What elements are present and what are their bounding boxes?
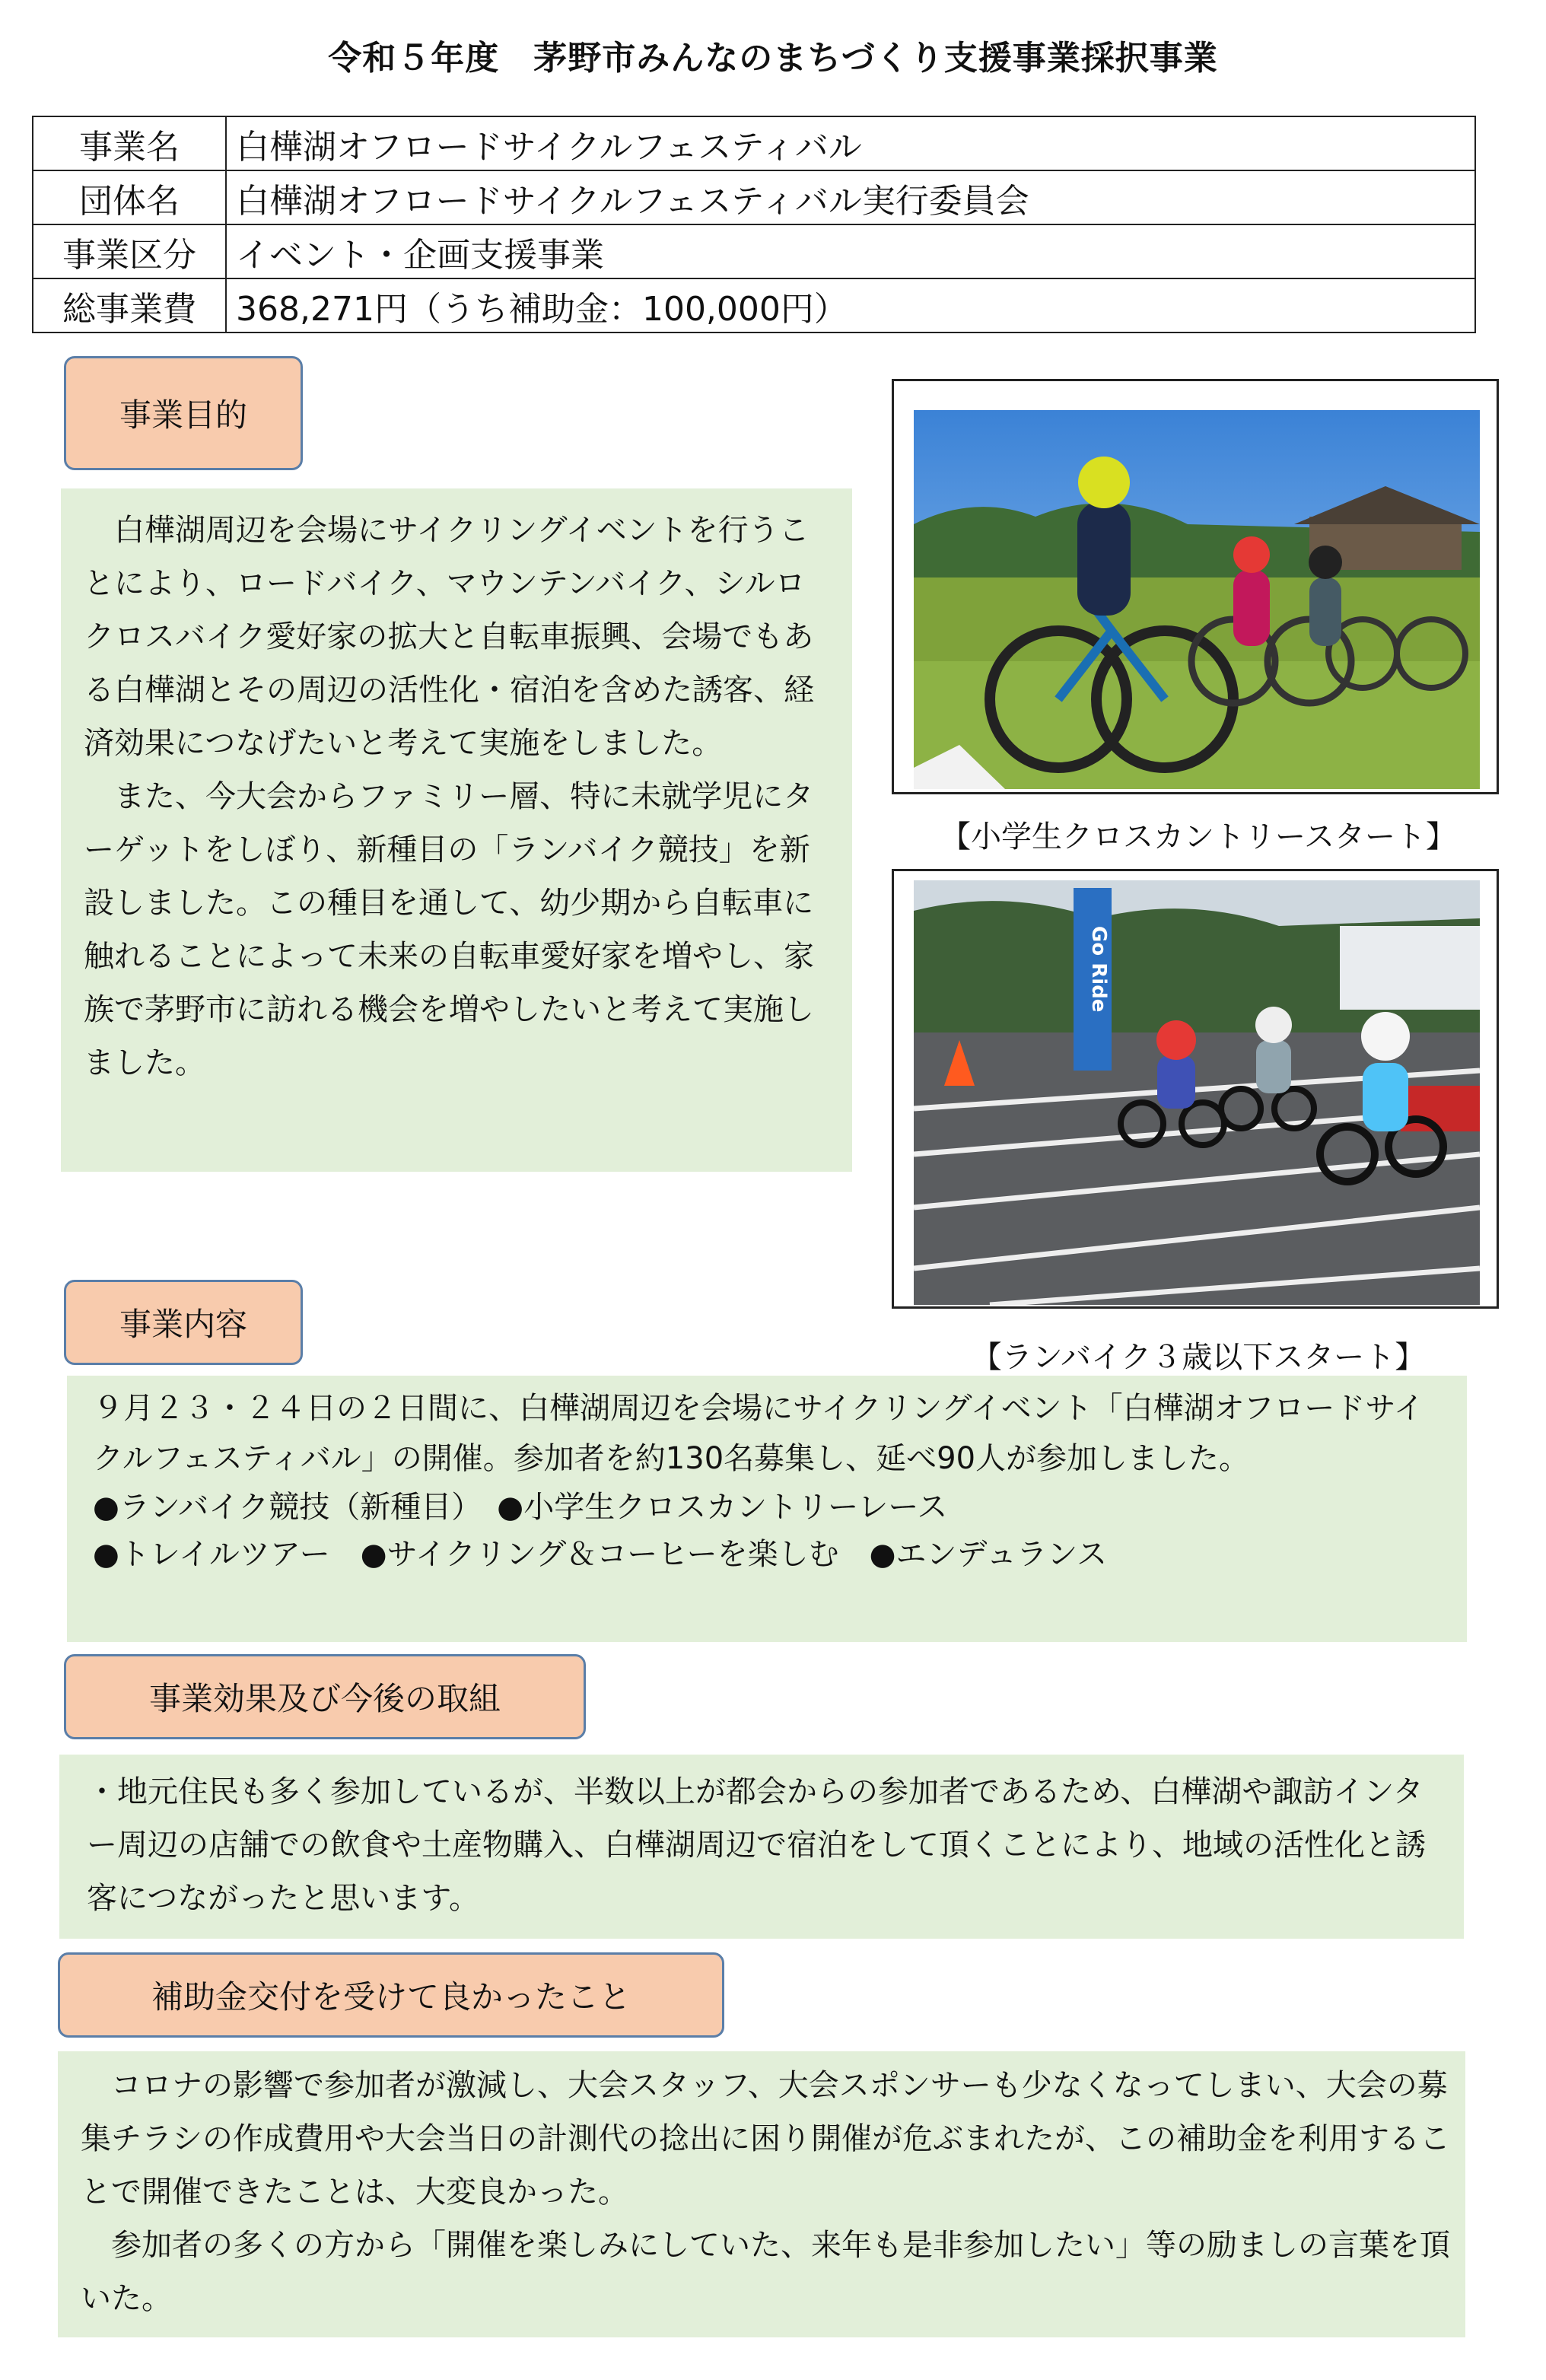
table-value: 白樺湖オフロードサイクルフェスティバル実行委員会 [226, 170, 1475, 224]
effect-text: ・地元住民も多く参加しているが、半数以上が都会からの参加者であるため、白樺湖や諏訪インター周辺の店舗での飲食や土産物購入、白樺湖周辺で宿泊をして頂くことにより、地域の活性化と誘客につながったと思います。 [87, 1774, 1426, 1916]
banner-text: Go Ride [1087, 926, 1110, 1013]
run-bike-photo-illustration [914, 880, 1480, 1305]
table-key: 事業名 [33, 116, 226, 170]
effect-text-box [59, 1755, 1464, 1939]
table-key: 総事業費 [33, 278, 226, 332]
info-table [32, 116, 1476, 333]
table-row [33, 224, 1475, 278]
purpose-text-box [61, 488, 852, 1172]
photo-run-bike-start [892, 869, 1499, 1309]
section-label-benefit: 補助金交付を受けて良かったこと [58, 1952, 724, 2038]
content-bullets: ●トレイルツアー ●サイクリング＆コーヒーを楽しむ ●エンデュランス [93, 1537, 1108, 1572]
content-text: ９月２３・２４日の２日間に、白樺湖周辺を会場にサイクリングイベント「白樺湖オフロードサイクルフェスティバル」の開催。参加者を約130名募集し、延べ90人が参加しました。 [93, 1391, 1424, 1476]
section-label-purpose: 事業目的 [64, 356, 303, 470]
content-bullets: ●ランバイク競技（新種目） ●小学生クロスカントリーレース [93, 1490, 948, 1525]
purpose-paragraph: 白樺湖周辺を会場にサイクリングイベントを行うことにより、ロードバイク、マウンテンバイク、シルロクロスバイク愛好家の拡大と自転車振興、会場でもある白樺湖とその周辺の活性化・宿泊を含めた誘客、経済効果につなげたいと考えて実施をしました。 [84, 513, 814, 761]
photo-caption: 【ランバイク３歳以下スタート】 [971, 1340, 1426, 1375]
purpose-paragraph: また、今大会からファミリー層、特に未就学児にターゲットをしぼり、新種目の「ランバイク競技」を新設しました。この種目を通して、幼少期から自転車に触れることによって未来の自転車愛好家を増やし、家族で茅野市に訪れる機会を増やしたいと考えて実施しました。 [84, 779, 814, 1080]
table-key: 事業区分 [33, 224, 226, 278]
table-key: 団体名 [33, 170, 226, 224]
content-text-box [67, 1376, 1467, 1642]
benefit-paragraph: コロナの影響で参加者が激減し、大会スタッフ、大会スポンサーも少なくなってしまい、大会の募集チラシの作成費用や大会当日の計測代の捻出に困り開催が危ぶまれたが、この補助金を利用することで開催できたことは、大変良かった。 [81, 2068, 1450, 2210]
photo-caption: 【小学生クロスカントリースタート】 [940, 819, 1456, 854]
table-row [33, 278, 1475, 332]
benefit-paragraph: 参加者の多くの方から「開催を楽しみにしていた、来年も是非参加したい」等の励ましの言葉を頂いた。 [81, 2228, 1450, 2316]
table-value: 白樺湖オフロードサイクルフェスティバル [226, 116, 1475, 170]
section-label-effect: 事業効果及び今後の取組 [64, 1654, 586, 1739]
table-value: イベント・企画支援事業 [226, 224, 1475, 278]
page-title: 令和５年度 茅野市みんなのまちづくり支援事業採択事業 [328, 39, 1218, 78]
table-row [33, 170, 1475, 224]
section-label-content: 事業内容 [64, 1280, 303, 1365]
benefit-text-box [58, 2051, 1465, 2337]
table-value: 368,271円（うち補助金：100,000円） [226, 278, 1475, 332]
photo-cross-country-start [892, 379, 1499, 794]
table-row [33, 116, 1475, 170]
cross-country-photo-illustration [914, 410, 1480, 789]
